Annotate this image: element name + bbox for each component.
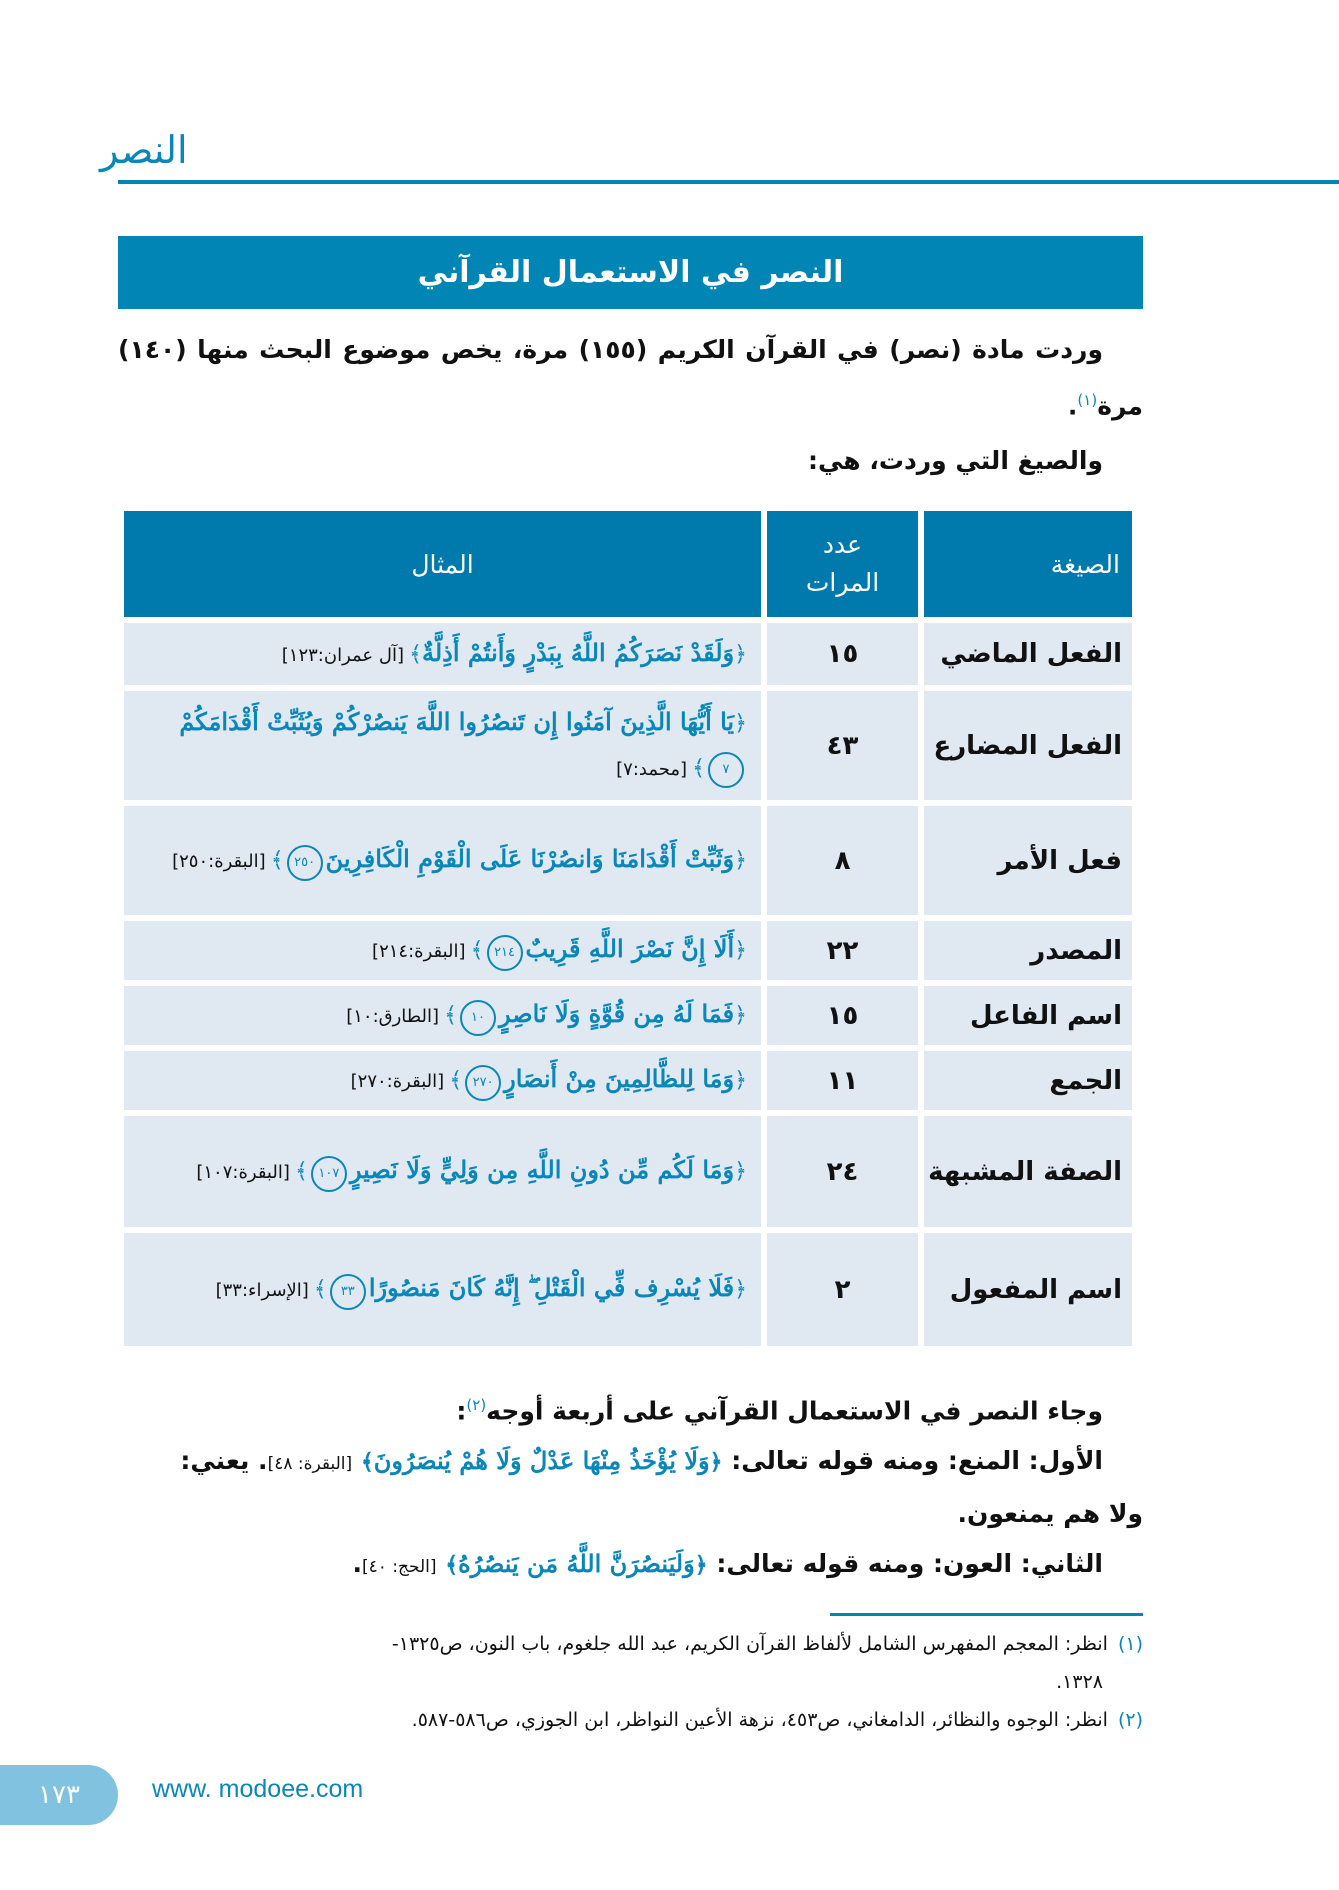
cell-count: ١٥ (767, 623, 918, 685)
intro-word: مرة (1097, 391, 1143, 421)
footnote-1 (118, 1625, 1143, 1663)
bracket-close-icon: ﴾ (449, 1068, 463, 1093)
bracket-open-icon: ﴿ (734, 1159, 747, 1184)
cell-form: فعل الأمر (924, 806, 1132, 915)
table-row (124, 623, 1132, 685)
forms-table (118, 505, 1138, 1352)
bracket-close-icon: ﴾ (294, 1159, 308, 1184)
footnote-1-cont: ١٣٢٨. (1056, 1671, 1103, 1693)
bracket-close-icon: ﴾ (270, 848, 284, 873)
cell-example (124, 1116, 761, 1227)
verse-reference: [البقرة:٢١٤] (372, 941, 466, 962)
cell-example (124, 1233, 761, 1346)
header-form: الصيغة (924, 511, 1132, 617)
verse-reference: [الإسراء:٣٣] (215, 1280, 309, 1301)
cell-form: المصدر (924, 921, 1132, 980)
usage-lead-text: وجاء النصر في الاستعمال القرآني على أربعة أوجه (486, 1396, 1103, 1426)
footnote-2 (118, 1701, 1143, 1739)
footnote-2-text: انظر: الوجوه والنظائر، الدامغاني، ص٤٥٣، نزهة الأعين النواظر، ابن الجوزي، ص٥٨٦-٥٨٧. (411, 1709, 1108, 1731)
cell-example (124, 623, 761, 685)
verse-text: فَمَا لَهُ مِن قُوَّةٍ وَلَا نَاصِرٍ (499, 999, 735, 1028)
cell-form: الفعل الماضي (924, 623, 1132, 685)
page-number: ١٧٣ (0, 1765, 118, 1825)
ayah-number-icon: ٧ (708, 752, 744, 788)
header-example: المثال (124, 511, 761, 617)
cell-count: ٤٣ (767, 691, 918, 800)
usage-section (118, 1380, 1143, 1592)
bracket-open-icon: ﴿ (734, 1277, 747, 1302)
cell-form: اسم المفعول (924, 1233, 1132, 1346)
verse-text: وَمَا لَكُم مِّن دُونِ اللَّهِ مِن وَلِيٍّ وَلَا نَصِيرٍ (349, 1155, 735, 1184)
footnote-1-number: (١) (1117, 1633, 1143, 1655)
bracket-close-icon: ﴾ (470, 938, 484, 963)
first-verse: وَلَا يُؤْخَذُ مِنْهَا عَدْلٌ وَلَا هُمْ يُنصَرُونَ (373, 1446, 710, 1476)
section-title: النصر في الاستعمال القرآني (118, 236, 1143, 309)
bracket-close-icon: ﴾ (444, 1003, 458, 1028)
website-link[interactable]: www. modoee.com (152, 1775, 364, 1803)
cell-example (124, 921, 761, 980)
bracket-open-icon: ﴿ (734, 938, 747, 963)
ayah-number-icon: ٢٧٠ (465, 1065, 501, 1101)
table-row (124, 1116, 1132, 1227)
footnote-ref-2[interactable]: (٢) (466, 1396, 487, 1414)
intro-period: . (1067, 391, 1078, 421)
forms-lead: والصيغ التي وردت، هي: (808, 446, 1103, 475)
verse-text: وَمَا لِلظَّالِمِينَ مِنْ أَنصَارٍ (504, 1064, 735, 1093)
table-row (124, 986, 1132, 1045)
verse-reference: [البقرة:٢٥٠] (172, 851, 266, 872)
header-count-label: عدد المرات (805, 530, 880, 597)
ayah-number-icon: ٢١٤ (487, 935, 523, 971)
cell-example (124, 1051, 761, 1110)
verse-reference: [البقرة:٢٧٠] (350, 1071, 445, 1092)
second-label: الثاني: العون: ومنه قوله تعالى: (716, 1549, 1103, 1579)
cell-example (124, 691, 761, 800)
table-row (124, 691, 1132, 800)
cell-count: ١١ (767, 1051, 918, 1110)
footnote-rule (830, 1613, 1143, 1616)
verse-text: وَثَبِّتْ أَقْدَامَنَا وَانصُرْنَا عَلَى الْقَوْمِ الْكَافِرِينَ (325, 844, 735, 873)
table-row (124, 921, 1132, 980)
bracket-open-icon: ﴿ (734, 1003, 747, 1028)
bracket-close-icon: ﴾ (313, 1277, 327, 1302)
cell-form: الجمع (924, 1051, 1132, 1110)
intro-line-1: وردت مادة (نصر) في القرآن الكريم (١٥٥) مرة، يخص موضوع البحث منها (١٤٠) (118, 335, 1103, 364)
cell-form: الصفة المشبهة (924, 1116, 1132, 1227)
cell-form: اسم الفاعل (924, 986, 1132, 1045)
bracket-open-icon: ﴿ (734, 710, 747, 736)
table-row (124, 1051, 1132, 1110)
usage-first-cont: ولا هم يمنعون. (957, 1499, 1143, 1529)
intro-paragraph (118, 325, 1143, 431)
second-verse: وَلَيَنصُرَنَّ اللَّهُ مَن يَنصُرُهُ (458, 1549, 695, 1579)
bracket-open-icon: ﴿ (734, 1068, 747, 1093)
verse-text: يَا أَيُّهَا الَّذِينَ آمَنُوا إِن تَنصُرُوا اللَّهَ يَنصُرْكُمْ وَيُثَبِّتْ أَقْدَامَكُمْ (179, 706, 735, 736)
footnotes (118, 1625, 1143, 1739)
table-row (124, 1233, 1132, 1346)
first-label: الأول: المنع: ومنه قوله تعالى: (731, 1446, 1103, 1476)
verse-text: وَلَقَدْ نَصَرَكُمُ اللَّهُ بِبَدْرٍ وَأَنتُمْ أَذِلَّةٌ (421, 637, 735, 667)
second-tail: . (352, 1549, 362, 1579)
ayah-number-icon: ٢٥٠ (287, 845, 323, 881)
ayah-number-icon: ١٠ (460, 1000, 496, 1036)
bracket-close-icon: ﴾ (409, 641, 422, 667)
cell-count: ٢ (767, 1233, 918, 1346)
footnote-ref-1[interactable]: (١) (1077, 391, 1098, 409)
table-row (124, 806, 1132, 915)
ayah-number-icon: ٣٣ (330, 1274, 366, 1310)
header-count (767, 511, 918, 617)
usage-first: الأول: المنع: ومنه قوله تعالى: ﴿وَلَا يُؤْخَذُ مِنْهَا عَدْلٌ وَلَا هُمْ يُنصَرُونَ﴾ [البقرة: ٤٨]. يعني: (180, 1446, 1103, 1476)
verse-reference: [البقرة:١٠٧] (196, 1162, 290, 1183)
cell-count: ٨ (767, 806, 918, 915)
running-head: النصر (100, 128, 188, 172)
bracket-close-icon: ﴾ (692, 755, 705, 781)
verse-text: فَلَا يُسْرِف فِّي الْقَتْلِ ۖ إِنَّهُ كَانَ مَنصُورًا (368, 1273, 735, 1302)
bracket-open-icon: ﴿ (734, 848, 747, 873)
intro-line-2 (118, 375, 1143, 431)
first-ref: [البقرة: ٤٨] (267, 1454, 353, 1475)
usage-second: الثاني: العون: ومنه قوله تعالى: ﴿وَلَيَنصُرَنَّ اللَّهُ مَن يَنصُرُهُ﴾ [الحج: ٤٠]. (352, 1549, 1103, 1579)
ayah-number-icon: ١٠٧ (311, 1156, 347, 1192)
verse-reference: [آل عمران:١٢٣] (281, 644, 404, 666)
first-tail: . يعني: (180, 1446, 268, 1476)
table-header-row (124, 511, 1132, 617)
cell-example (124, 986, 761, 1045)
second-ref: [الحج: ٤٠] (361, 1557, 437, 1578)
footnote-1-text: انظر: المعجم المفهرس الشامل لألفاظ القرآن الكريم، عبد الله جلغوم، باب النون، ص١٣٢٥- (391, 1633, 1108, 1655)
header-rule (118, 180, 1339, 184)
cell-form: الفعل المضارع (924, 691, 1132, 800)
bracket-open-icon: ﴿ (734, 641, 747, 667)
cell-count: ١٥ (767, 986, 918, 1045)
usage-lead (118, 1380, 1143, 1436)
verse-reference: [محمد:٧] (616, 758, 688, 780)
footnote-2-number: (٢) (1117, 1709, 1143, 1731)
cell-count: ٢٢ (767, 921, 918, 980)
usage-lead-colon: : (456, 1396, 467, 1426)
cell-count: ٢٤ (767, 1116, 918, 1227)
verse-reference: [الطارق:١٠] (346, 1006, 440, 1027)
cell-example (124, 806, 761, 915)
verse-text: أَلَا إِنَّ نَصْرَ اللَّهِ قَرِيبٌ (525, 934, 735, 963)
